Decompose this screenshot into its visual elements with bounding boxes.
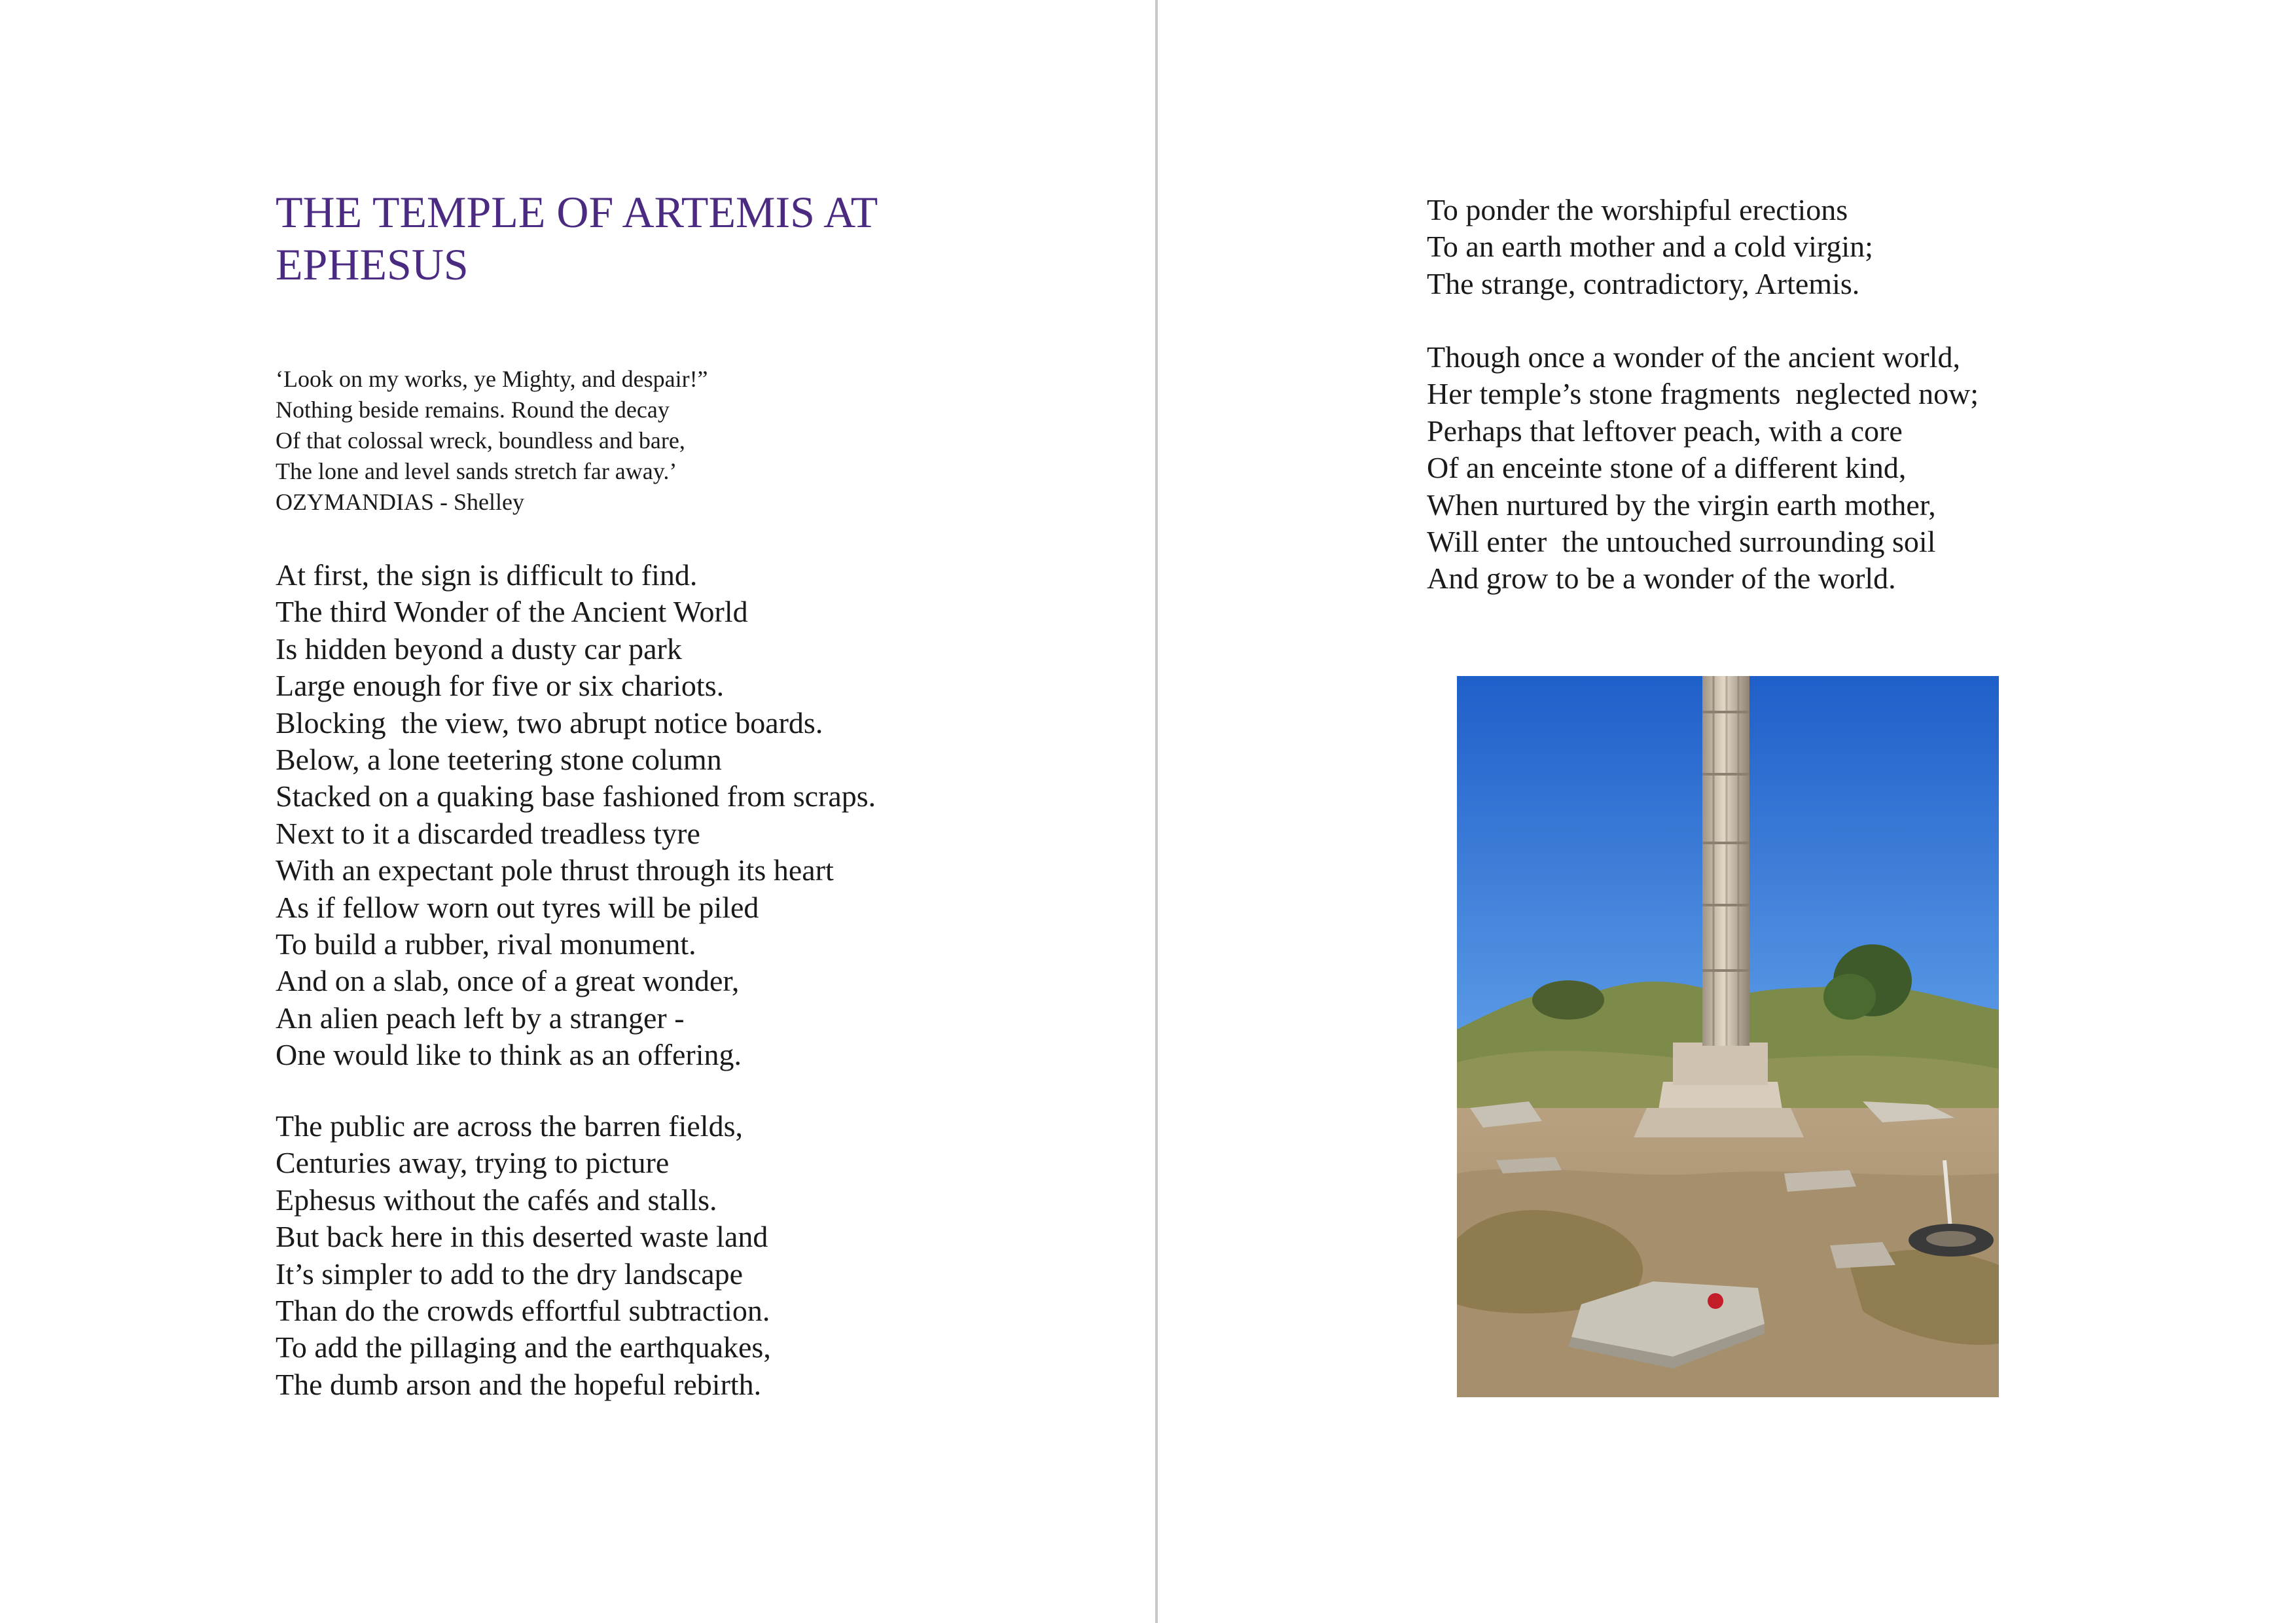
- poem-line: To build a rubber, rival monument.: [276, 927, 696, 961]
- poem-line: Her temple’s stone fragments neglected now;: [1427, 377, 1979, 411]
- poem-line: Blocking the view, two abrupt notice boards.: [276, 705, 823, 740]
- peach: [1708, 1293, 1723, 1309]
- poem-line: It’s simpler to add to the dry landscape: [276, 1257, 744, 1291]
- title-line: THE TEMPLE OF ARTEMIS AT: [276, 187, 878, 237]
- poem-line: As if fellow worn out tyres will be piled: [276, 890, 759, 924]
- epigraph-line: The lone and level sands stretch far away.’: [276, 458, 677, 484]
- tree: [1532, 980, 1604, 1020]
- poem-line: Next to it a discarded treadless tyre: [276, 816, 700, 850]
- stanza-3: [1427, 192, 2212, 302]
- poem-line: To an earth mother and a cold virgin;: [1427, 230, 1873, 264]
- poem-line: To add the pillaging and the earthquakes,: [276, 1330, 771, 1364]
- poem-line: The dumb arson and the hopeful rebirth.: [276, 1367, 762, 1401]
- poem-line: The strange, contradictory, Artemis.: [1427, 266, 1860, 300]
- poem-line: Will enter the untouched surrounding soil: [1427, 525, 1936, 559]
- poem-line: The public are across the barren fields,: [276, 1109, 743, 1143]
- title-line: EPHESUS: [276, 240, 469, 289]
- poem-line: Of an enceinte stone of a different kind,: [1427, 451, 1907, 485]
- poem-line: Than do the crowds effortful subtraction.: [276, 1294, 770, 1328]
- poem-line: The third Wonder of the Ancient World: [276, 595, 748, 629]
- poem-line: When nurtured by the virgin earth mother,: [1427, 488, 1936, 522]
- poem-line: At first, the sign is difficult to find.: [276, 558, 698, 592]
- poem-line: To ponder the worshipful erections: [1427, 193, 1848, 226]
- poem-line: Though once a wonder of the ancient world,: [1427, 340, 1960, 374]
- poem-line: One would like to think as an offering.: [276, 1038, 742, 1072]
- stanza-4: [1427, 339, 2212, 597]
- poem-line: But back here in this deserted waste land: [276, 1220, 768, 1254]
- epigraph-line: ‘Look on my works, ye Mighty, and despair!”: [276, 366, 708, 392]
- poem-line: Stacked on a quaking base fashioned from scraps.: [276, 779, 876, 813]
- poem-line: Perhaps that leftover peach, with a core: [1427, 414, 1903, 448]
- epigraph-line: Nothing beside remains. Round the decay: [276, 397, 670, 423]
- poem-line: Ephesus without the cafés and stalls.: [276, 1183, 717, 1217]
- epigraph-line: Of that colossal wreck, boundless and bare,: [276, 427, 685, 454]
- photo-illustration: [1457, 676, 1999, 1397]
- poem-line: Large enough for five or six chariots.: [276, 669, 725, 703]
- epigraph-attribution: OZYMANDIAS - Shelley: [276, 489, 524, 515]
- temple-column-photo: [1457, 676, 1999, 1397]
- poem-line: Centuries away, trying to picture: [276, 1146, 670, 1180]
- poem-line: And on a slab, once of a great wonder,: [276, 964, 740, 998]
- poem-line: An alien peach left by a stranger -: [276, 1001, 685, 1035]
- poem-line: And grow to be a wonder of the world.: [1427, 562, 1896, 596]
- poem-line: With an expectant pole thrust through its heart: [276, 853, 834, 887]
- poem-line: Below, a lone teetering stone column: [276, 743, 722, 777]
- poem-line: Is hidden beyond a dusty car park: [276, 632, 682, 666]
